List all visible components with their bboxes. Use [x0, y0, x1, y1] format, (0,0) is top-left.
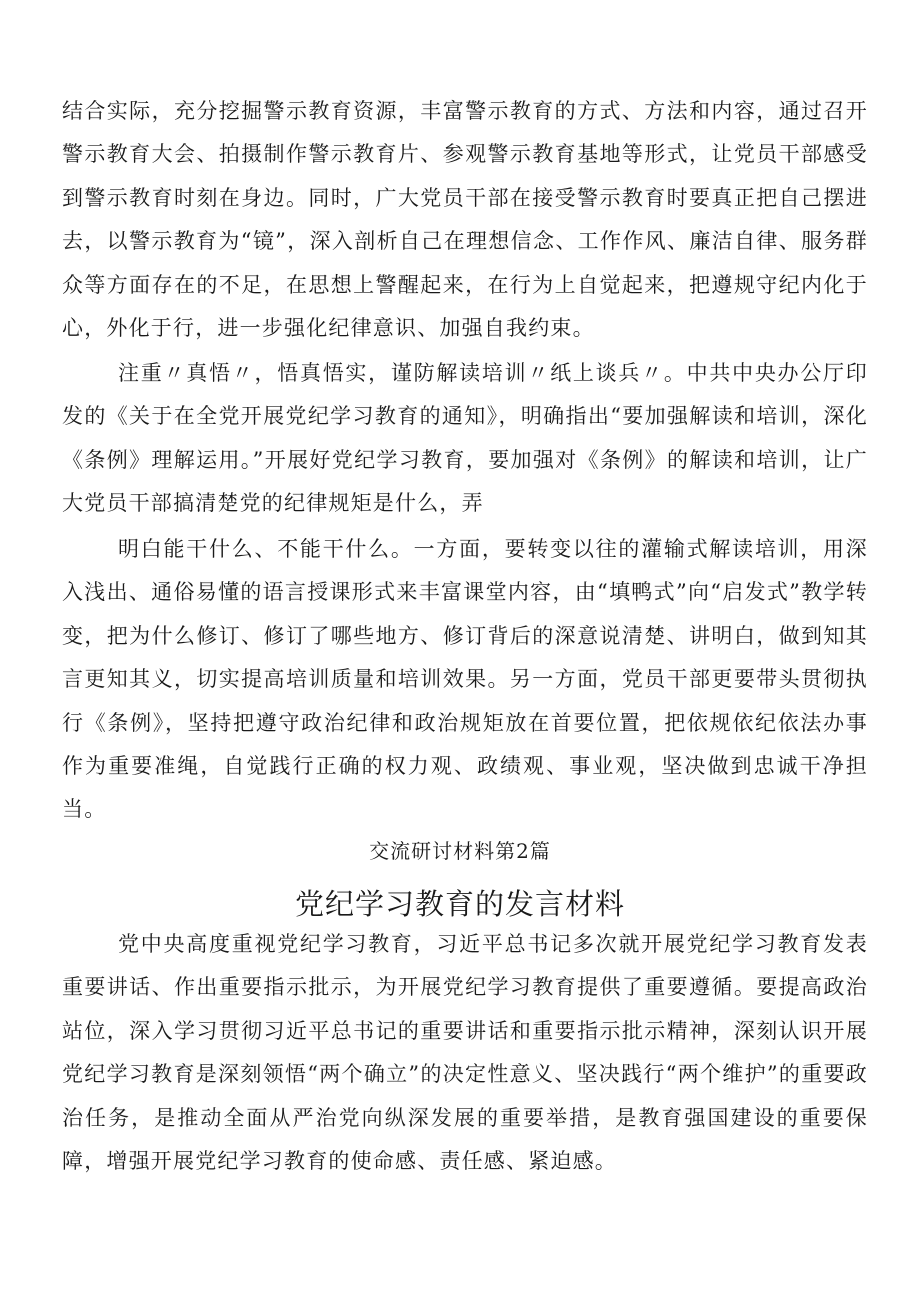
body-paragraph: 注重〃真悟〃，悟真悟实，谨防解读培训〃纸上谈兵〃。中共中央办公厅印发的《关于在全党开展党纪学习教育的通知》，明确指出“要加强解读和培训，深化《条例》理解运用。”开展好党纪学习教育，要加强对《条例》的解读和培训，让广大党员干部搞清楚党的纪律规矩是什么，弄: [62, 361, 868, 516]
body-paragraph: 党中央高度重视党纪学习教育，习近平总书记多次就开展党纪学习教育发表重要讲话、作出重要指示批示，为开展党纪学习教育提供了重要遵循。要提高政治站位，深入学习贯彻习近平总书记的重要讲话和重要指示批示精神，深刻认识开展党纪学习教育是深刻领悟“两个确立”的决定性意义、坚决践行“两个维护”的重要政治任务，是推动全面从严治党向纵深发展的重要举措，是教育强国建设的重要保障，增强开展党纪学习教育的使命感、责任感、紧迫感。: [62, 932, 868, 1174]
section-label: 交流研讨材料第2篇: [369, 839, 551, 863]
body-paragraph: 结合实际，充分挖掘警示教育资源，丰富警示教育的方式、方法和内容，通过召开警示教育大会、拍摄制作警示教育片、参观警示教育基地等形式，让党员干部感受到警示教育时刻在身边。同时，广大党员干部在接受警示教育时要真正把自己摆进去，以警示教育为“镜”，深入剖析自己在理想信念、工作作风、廉洁自律、服务群众等方面存在的不足，在思想上警醒起来，在行为上自觉起来，把遵规守纪内化于心，外化于行，进一步强化纪律意识、加强自我约束。: [62, 99, 868, 341]
body-paragraph: 明白能干什么、不能干什么。一方面，要转变以往的灌输式解读培训，用深入浅出、通俗易懂的语言授课形式来丰富课堂内容，由“填鸭式”向“启发式”教学转变，把为什么修订、修订了哪些地方、修订背后的深意说清楚、讲明白，做到知其言更知其义，切实提高培训质量和培训效果。另一方面，党员干部更要带头贯彻执行《条例》，坚持把遵守政治纪律和政治规矩放在首要位置，把依规依纪依法办事作为重要准绳，自觉践行正确的权力观、政绩观、事业观，坚决做到忠诚干净担当。: [62, 537, 868, 822]
section-title: 党纪学习教育的发言材料: [294, 887, 625, 921]
